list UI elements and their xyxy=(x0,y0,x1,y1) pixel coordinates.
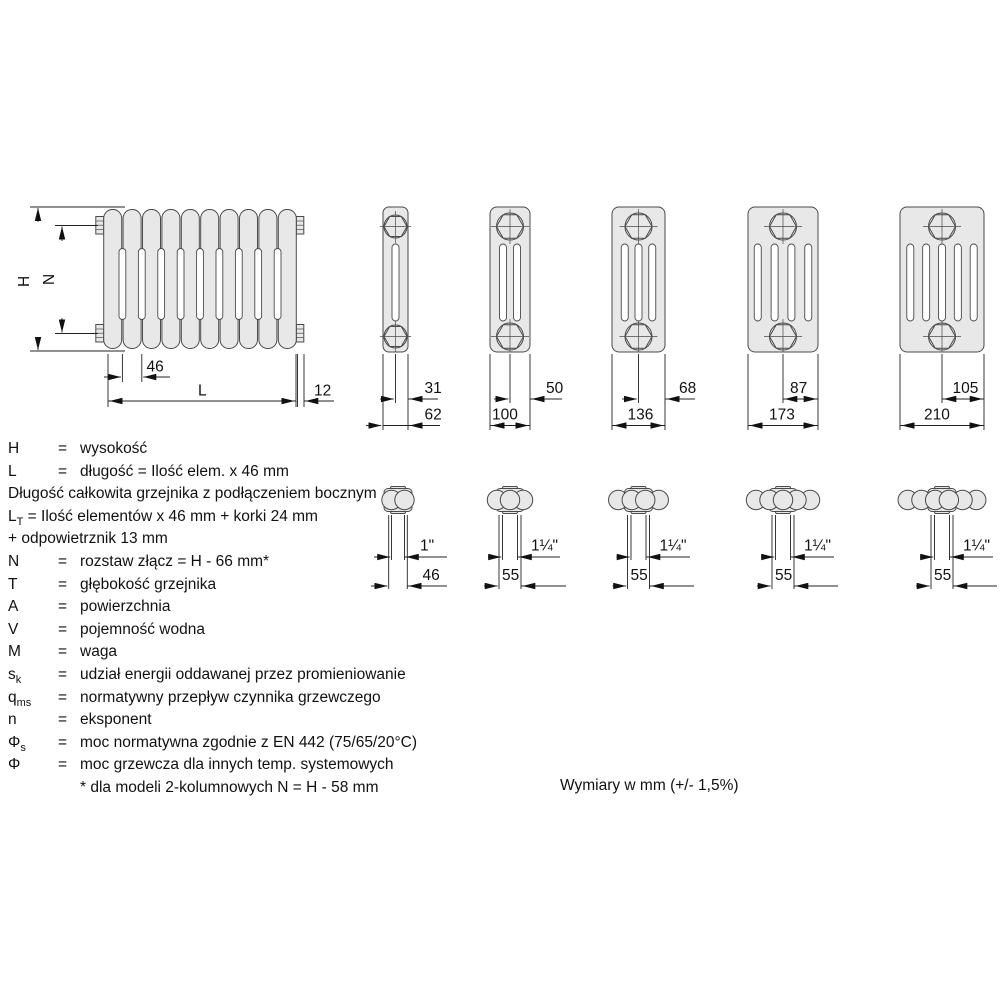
dim-joint-spacing xyxy=(41,226,98,334)
legend xyxy=(8,438,559,800)
legend-row: Φ = moc grzewcza dla innych temp. systemowych xyxy=(8,756,394,774)
dim-label-length: L xyxy=(198,382,207,400)
dim-label-half-depth: 68 xyxy=(679,380,697,397)
dim-label-half-depth: 105 xyxy=(952,380,979,397)
dim-label-depth: 100 xyxy=(492,406,518,424)
cross-section-2-column xyxy=(366,207,442,430)
dim-label-thread: 1¼" xyxy=(659,537,687,555)
legend-row: A = powierzchnia xyxy=(8,598,171,616)
legend-row: + odpowietrznik 13 mm xyxy=(8,530,168,548)
legend-row: L = długość = Ilość elem. x 46 mm xyxy=(8,462,289,480)
dim-label-pitch: 55 xyxy=(630,567,648,584)
dim-label-half-depth: 31 xyxy=(424,380,442,397)
top-view-5-column xyxy=(746,487,838,590)
footer-note: Wymiary w mm (+/- 1,5%) xyxy=(560,777,739,794)
legend-row: $L_T$ = Ilość elementów x 46 mm + korki 24 mm xyxy=(8,507,318,528)
top-view-6-column xyxy=(898,487,997,590)
dim-label-depth: 210 xyxy=(924,406,950,424)
radiator-elements xyxy=(104,210,297,349)
dim-label-pitch: 55 xyxy=(775,567,793,584)
legend-row: T = głębokość grzejnika xyxy=(8,575,217,593)
cross-section-4-column xyxy=(612,207,696,430)
legend-row: H = wysokość xyxy=(8,440,148,457)
dim-label-element-width: 46 xyxy=(146,358,164,376)
dim-label-side-connection: 12 xyxy=(314,382,332,400)
dim-element-width xyxy=(104,354,170,382)
dim-label-half-depth: 50 xyxy=(546,380,564,397)
dim-label-thread: 1¼" xyxy=(531,537,559,555)
dim-label-thread: 1¼" xyxy=(804,537,832,555)
dim-label-pitch: 46 xyxy=(422,567,440,584)
legend-row: Długość całkowita grzejnika z podłączeniem bocznym xyxy=(8,485,377,503)
legend-row: N = rozstaw złącz = H - 66 mm* xyxy=(8,552,270,570)
dim-label-depth: 136 xyxy=(627,406,654,424)
cross-section-6-column xyxy=(900,207,984,430)
legend-row: $s_k$ = udział energii oddawanej przez promieniowanie xyxy=(8,665,406,687)
cross-section-5-column xyxy=(748,207,818,430)
dim-length xyxy=(108,354,296,407)
dim-label-pitch: 55 xyxy=(934,567,952,584)
legend-row: $\Phi_s$ = moc normatywna zgodnie z EN 442 (75/65/20°C) xyxy=(8,733,418,754)
dim-label-thread: 1" xyxy=(420,537,435,555)
dim-label-pitch: 55 xyxy=(502,567,520,584)
dim-label-depth: 173 xyxy=(769,406,795,424)
dim-label-height: H xyxy=(16,275,33,287)
front-view xyxy=(16,207,334,407)
dim-label-thread: 1¼" xyxy=(963,537,991,555)
dim-label-depth: 62 xyxy=(424,406,442,424)
legend-row: V = pojemność wodna xyxy=(8,620,205,638)
dim-label-joint-spacing: N xyxy=(41,273,58,285)
legend-row: n = eksponent xyxy=(8,711,152,729)
legend-row: * dla modeli 2-kolumnowych N = H - 58 mm xyxy=(80,778,379,796)
legend-row: $q_{ms}$ = normatywny przepływ czynnika grzewczego xyxy=(8,688,381,709)
dim-side-connection xyxy=(298,354,335,407)
cross-section-3-column xyxy=(490,207,564,430)
dim-label-half-depth: 87 xyxy=(790,380,808,397)
legend-row: M = waga xyxy=(8,643,118,661)
top-view-4-column xyxy=(609,487,694,590)
